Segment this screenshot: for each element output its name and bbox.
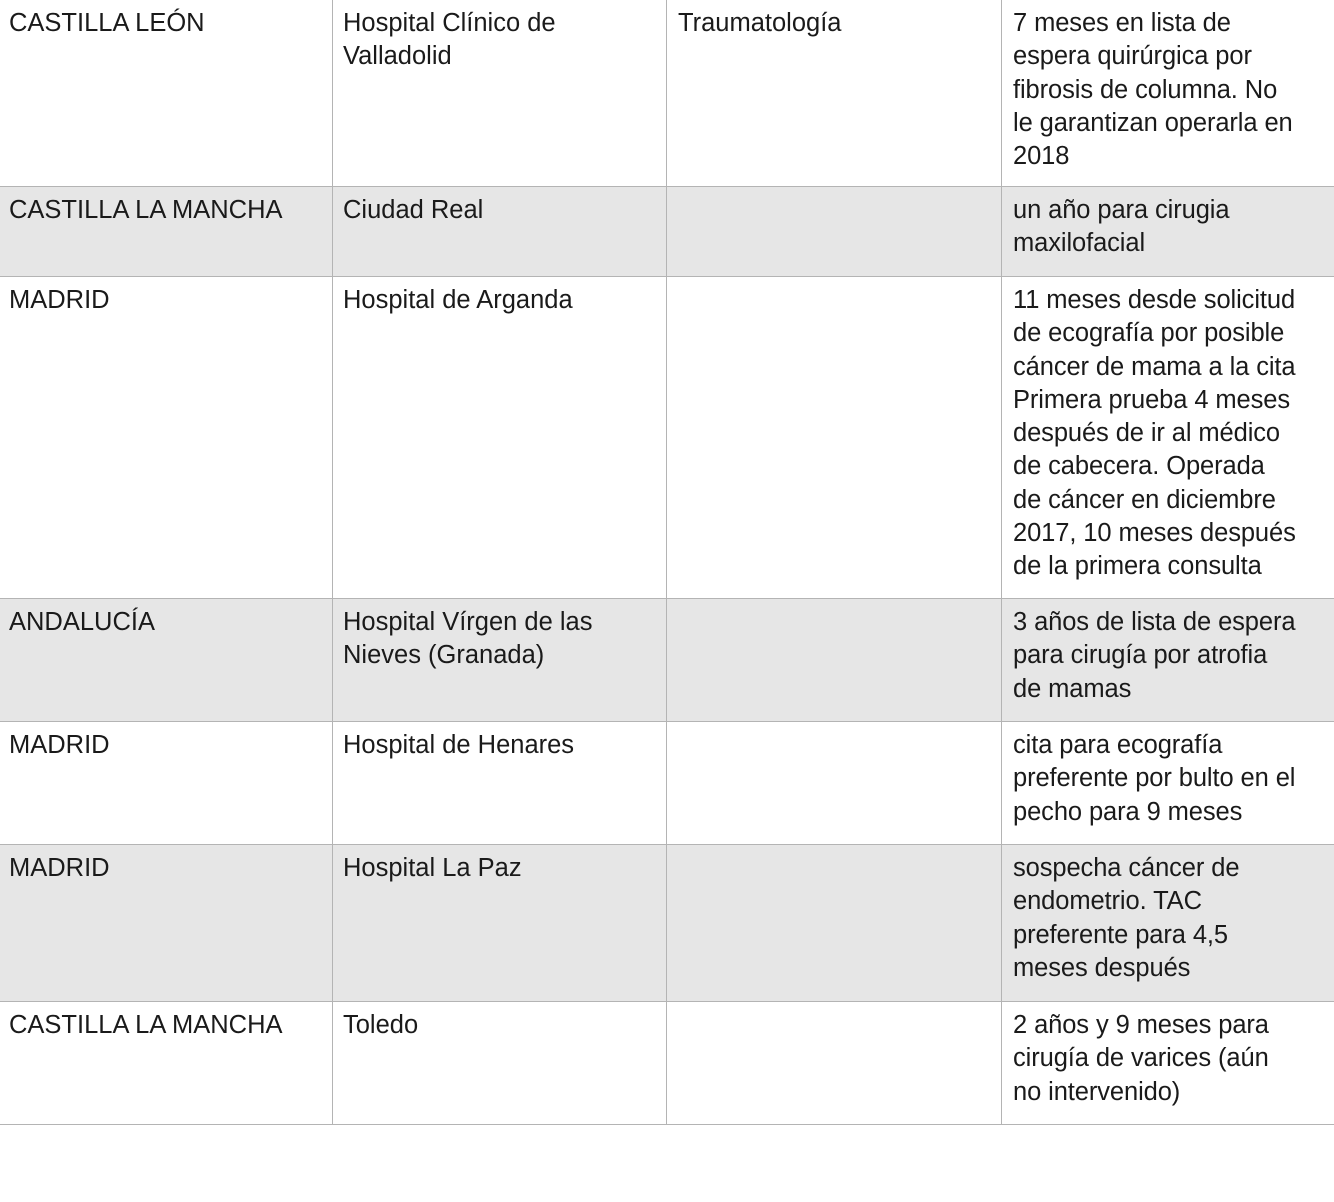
specialty-cell [667, 1002, 1002, 1124]
hospital-cell: Ciudad Real [333, 187, 667, 276]
description-cell: cita para ecografía preferente por bulto en el pecho para 9 meses [1013, 731, 1296, 826]
table-row [0, 599, 1334, 722]
specialty-cell: Traumatología [667, 0, 1002, 186]
hospital-cell: Hospital Vírgen de las Nieves (Granada) [333, 599, 667, 721]
specialty-cell [667, 187, 1002, 276]
region-cell: CASTILLA LEÓN [0, 0, 333, 186]
hospital-cell: Hospital de Arganda [333, 277, 667, 598]
table-row [0, 187, 1334, 277]
table-row [0, 845, 1334, 1002]
specialty-cell [667, 722, 1002, 844]
description-cell: sospecha cáncer de endometrio. TAC preferente para 4,5 meses después [1013, 854, 1240, 982]
specialty-cell [667, 845, 1002, 1001]
specialty-cell [667, 599, 1002, 721]
region-cell: CASTILLA LA MANCHA [0, 1002, 333, 1124]
region-cell: MADRID [0, 722, 333, 844]
description-cell: 2 años y 9 meses para cirugía de varices (aún no intervenido) [1013, 1011, 1269, 1106]
description-cell: 11 meses desde solicitud de ecografía por posible cáncer de mama a la cita Primera prueba 4 meses después de ir al médico de cabecera. Operada de cáncer en diciembre 2017, 10 meses después de la primera consulta [1013, 286, 1296, 581]
hospital-cell: Hospital Clínico de Valladolid [333, 0, 667, 186]
description-cell: un año para cirugia maxilofacial [1013, 196, 1230, 258]
hospital-cell: Toledo [333, 1002, 667, 1124]
description-cell: 3 años de lista de espera para cirugía por atrofia de mamas [1013, 608, 1296, 703]
region-cell: ANDALUCÍA [0, 599, 333, 721]
description-cell: 7 meses en lista de espera quirúrgica por fibrosis de columna. No le garantizan operarla en 2018 [1013, 9, 1293, 171]
region-cell: MADRID [0, 845, 333, 1001]
region-cell: MADRID [0, 277, 333, 598]
region-cell: CASTILLA LA MANCHA [0, 187, 333, 276]
table-row [0, 722, 1334, 845]
specialty-cell [667, 277, 1002, 598]
table-row [0, 277, 1334, 599]
table-row [0, 0, 1334, 187]
hospital-cell: Hospital La Paz [333, 845, 667, 1001]
hospital-cell: Hospital de Henares [333, 722, 667, 844]
table-row [0, 1002, 1334, 1125]
